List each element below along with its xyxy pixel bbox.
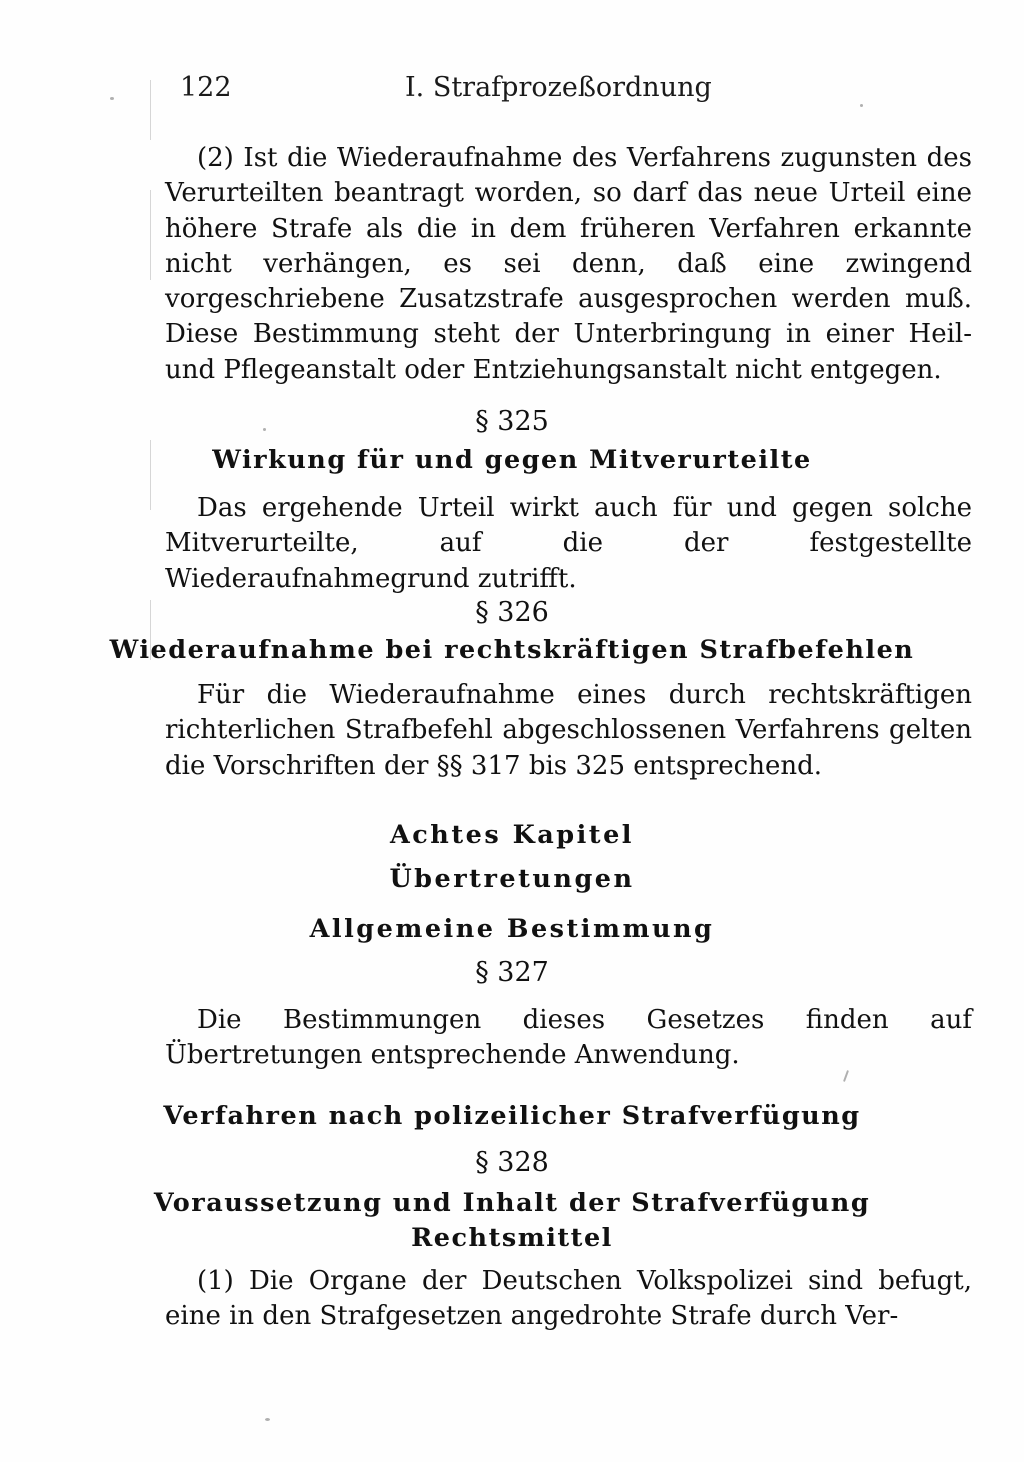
paragraph-327-block: [165, 1003, 972, 1074]
section-heading-326: Wiederaufnahme bei rechtskräftigen Strafbefehlen: [109, 635, 915, 665]
section-number-326: § 326: [475, 597, 549, 628]
paragraph-326-block: [165, 678, 972, 784]
section-heading-328-rechtsmittel: Rechtsmittel: [411, 1223, 613, 1253]
page-header: [0, 70, 1024, 110]
paragraph-328-1-block: [165, 1264, 972, 1335]
page-number: 122: [180, 72, 232, 103]
chapter-title: Übertretungen: [389, 864, 635, 894]
section-number-328: § 328: [475, 1147, 549, 1178]
chapter-number: Achtes Kapitel: [390, 820, 634, 850]
paragraph-326: Für die Wiederaufnahme eines durch rechtskräftigen richterlichen Strafbefehl abgeschlossenen Verfahrens gelten die Vorschriften der §§ 317 bis 325 entsprechend.: [165, 680, 972, 781]
subheading-polizeiliche-strafverfuegung: Verfahren nach polizeilicher Strafverfügung: [163, 1101, 861, 1131]
paragraph-327: Die Bestimmungen dieses Gesetzes finden auf Übertretungen entsprechende Anwendung.: [165, 1005, 972, 1071]
scan-speck: [265, 1418, 270, 1421]
section-heading-328: Voraussetzung und Inhalt der Strafverfügung: [153, 1188, 871, 1218]
section-number-325: § 325: [475, 406, 549, 437]
section-heading-325: Wirkung für und gegen Mitverurteilte: [212, 445, 812, 475]
paragraph-328-1: (1) Die Organe der Deutschen Volkspolizei sind befugt, eine in den Strafgesetzen angedrohte Strafe durch Ver-: [165, 1266, 972, 1332]
paragraph-325: Das ergehende Urteil wirkt auch für und gegen solche Mitverurteilte, auf die der festgestellte Wiederaufnahmegrund zutrifft.: [165, 493, 972, 594]
running-head: I. Strafprozeßordnung: [405, 72, 712, 103]
paragraph-325-block: [165, 491, 972, 597]
paragraph-2: (2) Ist die Wiederaufnahme des Verfahrens zugunsten des Verurteilten beantragt worden, so darf das neue Urteil eine höhere Strafe als die in dem früheren Verfahren erkannte nicht verhängen, es sei denn, daß eine zwingend vorgeschriebene Zusatzstrafe ausgesprochen werden muß. Diese Bestimmung steht der Unterbringung in einer Heil- und Pflegeanstalt oder Entziehungsanstalt nicht entgegen.: [165, 143, 972, 385]
paragraph-2-block: [165, 141, 972, 388]
scan-gutter-mark: [150, 190, 151, 280]
section-number-327: § 327: [475, 957, 549, 988]
subheading-allgemeine-bestimmung: Allgemeine Bestimmung: [309, 914, 715, 944]
